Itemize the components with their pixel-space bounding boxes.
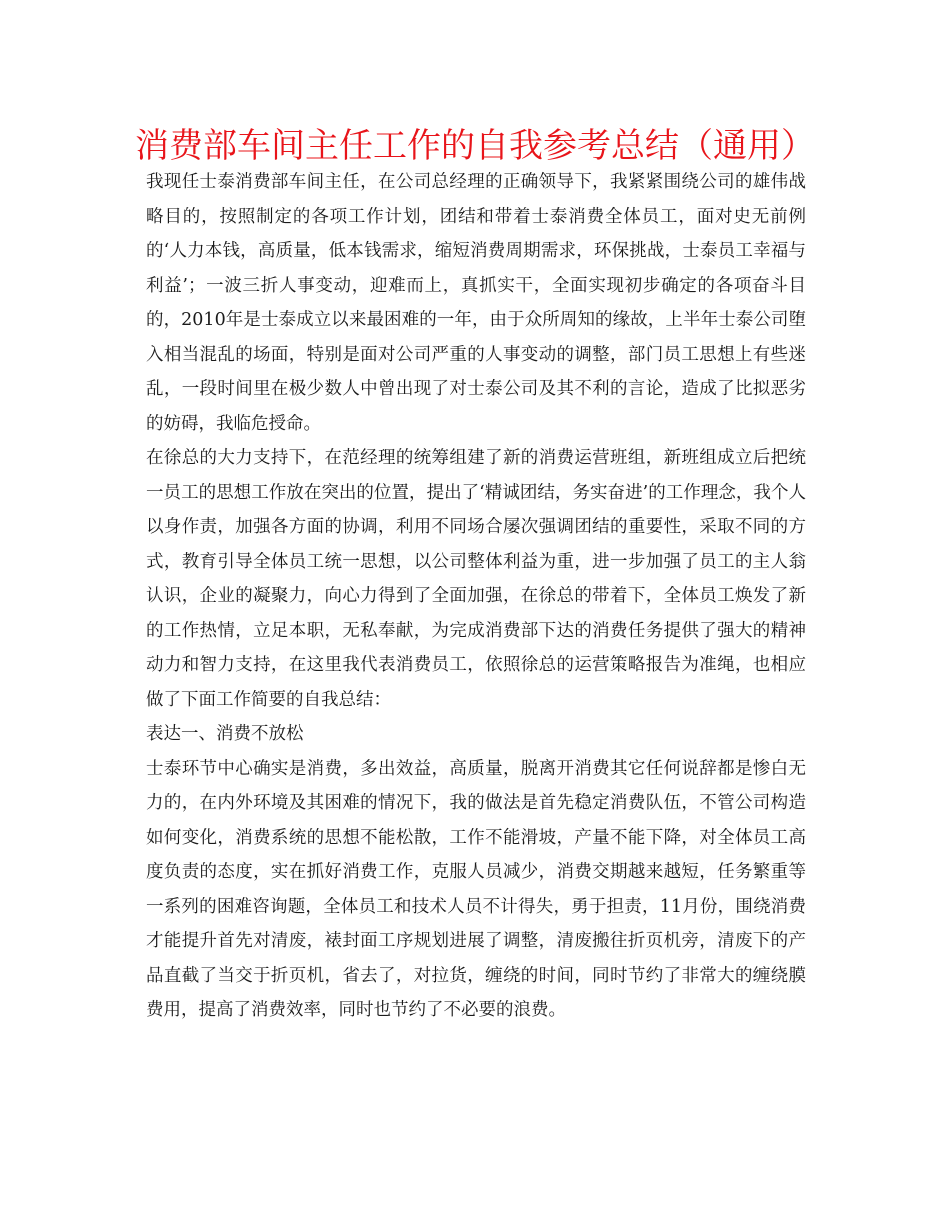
paragraph-1: 我现任士泰消费部车间主任，在公司总经理的正确领导下，我紧紧围绕公司的雄伟战略目的，按照制定的各项工作计划，团结和带着士泰消费全体员工，面对史无前例的‘人力本钱，高质量，低本钱需求，缩短消费周期需求，环保挑战，士泰员工幸福与利益’；一波三折人事变动，迎难而上，真抓实干，全面实现初步确定的各项奋斗目的，2010年是士泰成立以来最困难的一年，由于众所周知的缘故，上半年士泰公司堕入相当混乱的场面，特别是面对公司严重的人事变动的调整，部门员工思想上有些迷乱，一段时间里在极少数人中曾出现了对士泰公司及其不利的言论，造成了比拟恶劣的妨碍，我临危授命。	[146, 172, 806, 434]
paragraph-2: 在徐总的大力支持下，在范经理的统筹组建了新的消费运营班组，新班组成立后把统一员工的思想工作放在突出的位置，提出了‘精诚团结，务实奋进’的工作理念，我个人以身作责，加强各方面的协调，利用不同场合屡次强调团结的重要性，采取不同的方式，教育引导全体员工统一思想，以公司整体利益为重，进一步加强了员工的主人翁认识，企业的凝聚力，向心力得到了全面加强，在徐总的带着下，全体员工焕发了新的工作热情，立足本职，无私奉献，为完成消费部下达的消费任务提供了强大的精神动力和智力支持，在这里我代表消费员工，依照徐总的运营策略报告为准绳，也相应做了下面工作简要的自我总结：	[146, 448, 806, 710]
document-title: 消费部车间主任工作的自我参考总结（通用）	[135, 126, 815, 166]
paragraph-3: 士泰环节中心确实是消费，多出效益，高质量，脱离开消费其它任何说辞都是惨白无力的，在内外环境及其困难的情况下，我的做法是首先稳定消费队伍，不管公司构造如何变化，消费系统的思想不能松散，工作不能滑坡，产量不能下降，对全体员工高度负责的态度，实在抓好消费工作，克服人员减少，消费交期越来越短，任务繁重等一系列的困难咨询题，全体员工和技术人员不计得失，勇于担责，11月份，围绕消费才能提升首先对清废，裱封面工序规划进展了调整，清废搬往折页机旁，清废下的产品直截了当交于折页机，省去了，对拉货，缠绕的时间，同时节约了非常大的缠绕膜费用，提高了消费效率，同时也节约了不必要的浪费。	[146, 758, 806, 1020]
section-heading: 表达一、消费不放松	[146, 724, 304, 744]
document-body	[146, 165, 806, 1028]
